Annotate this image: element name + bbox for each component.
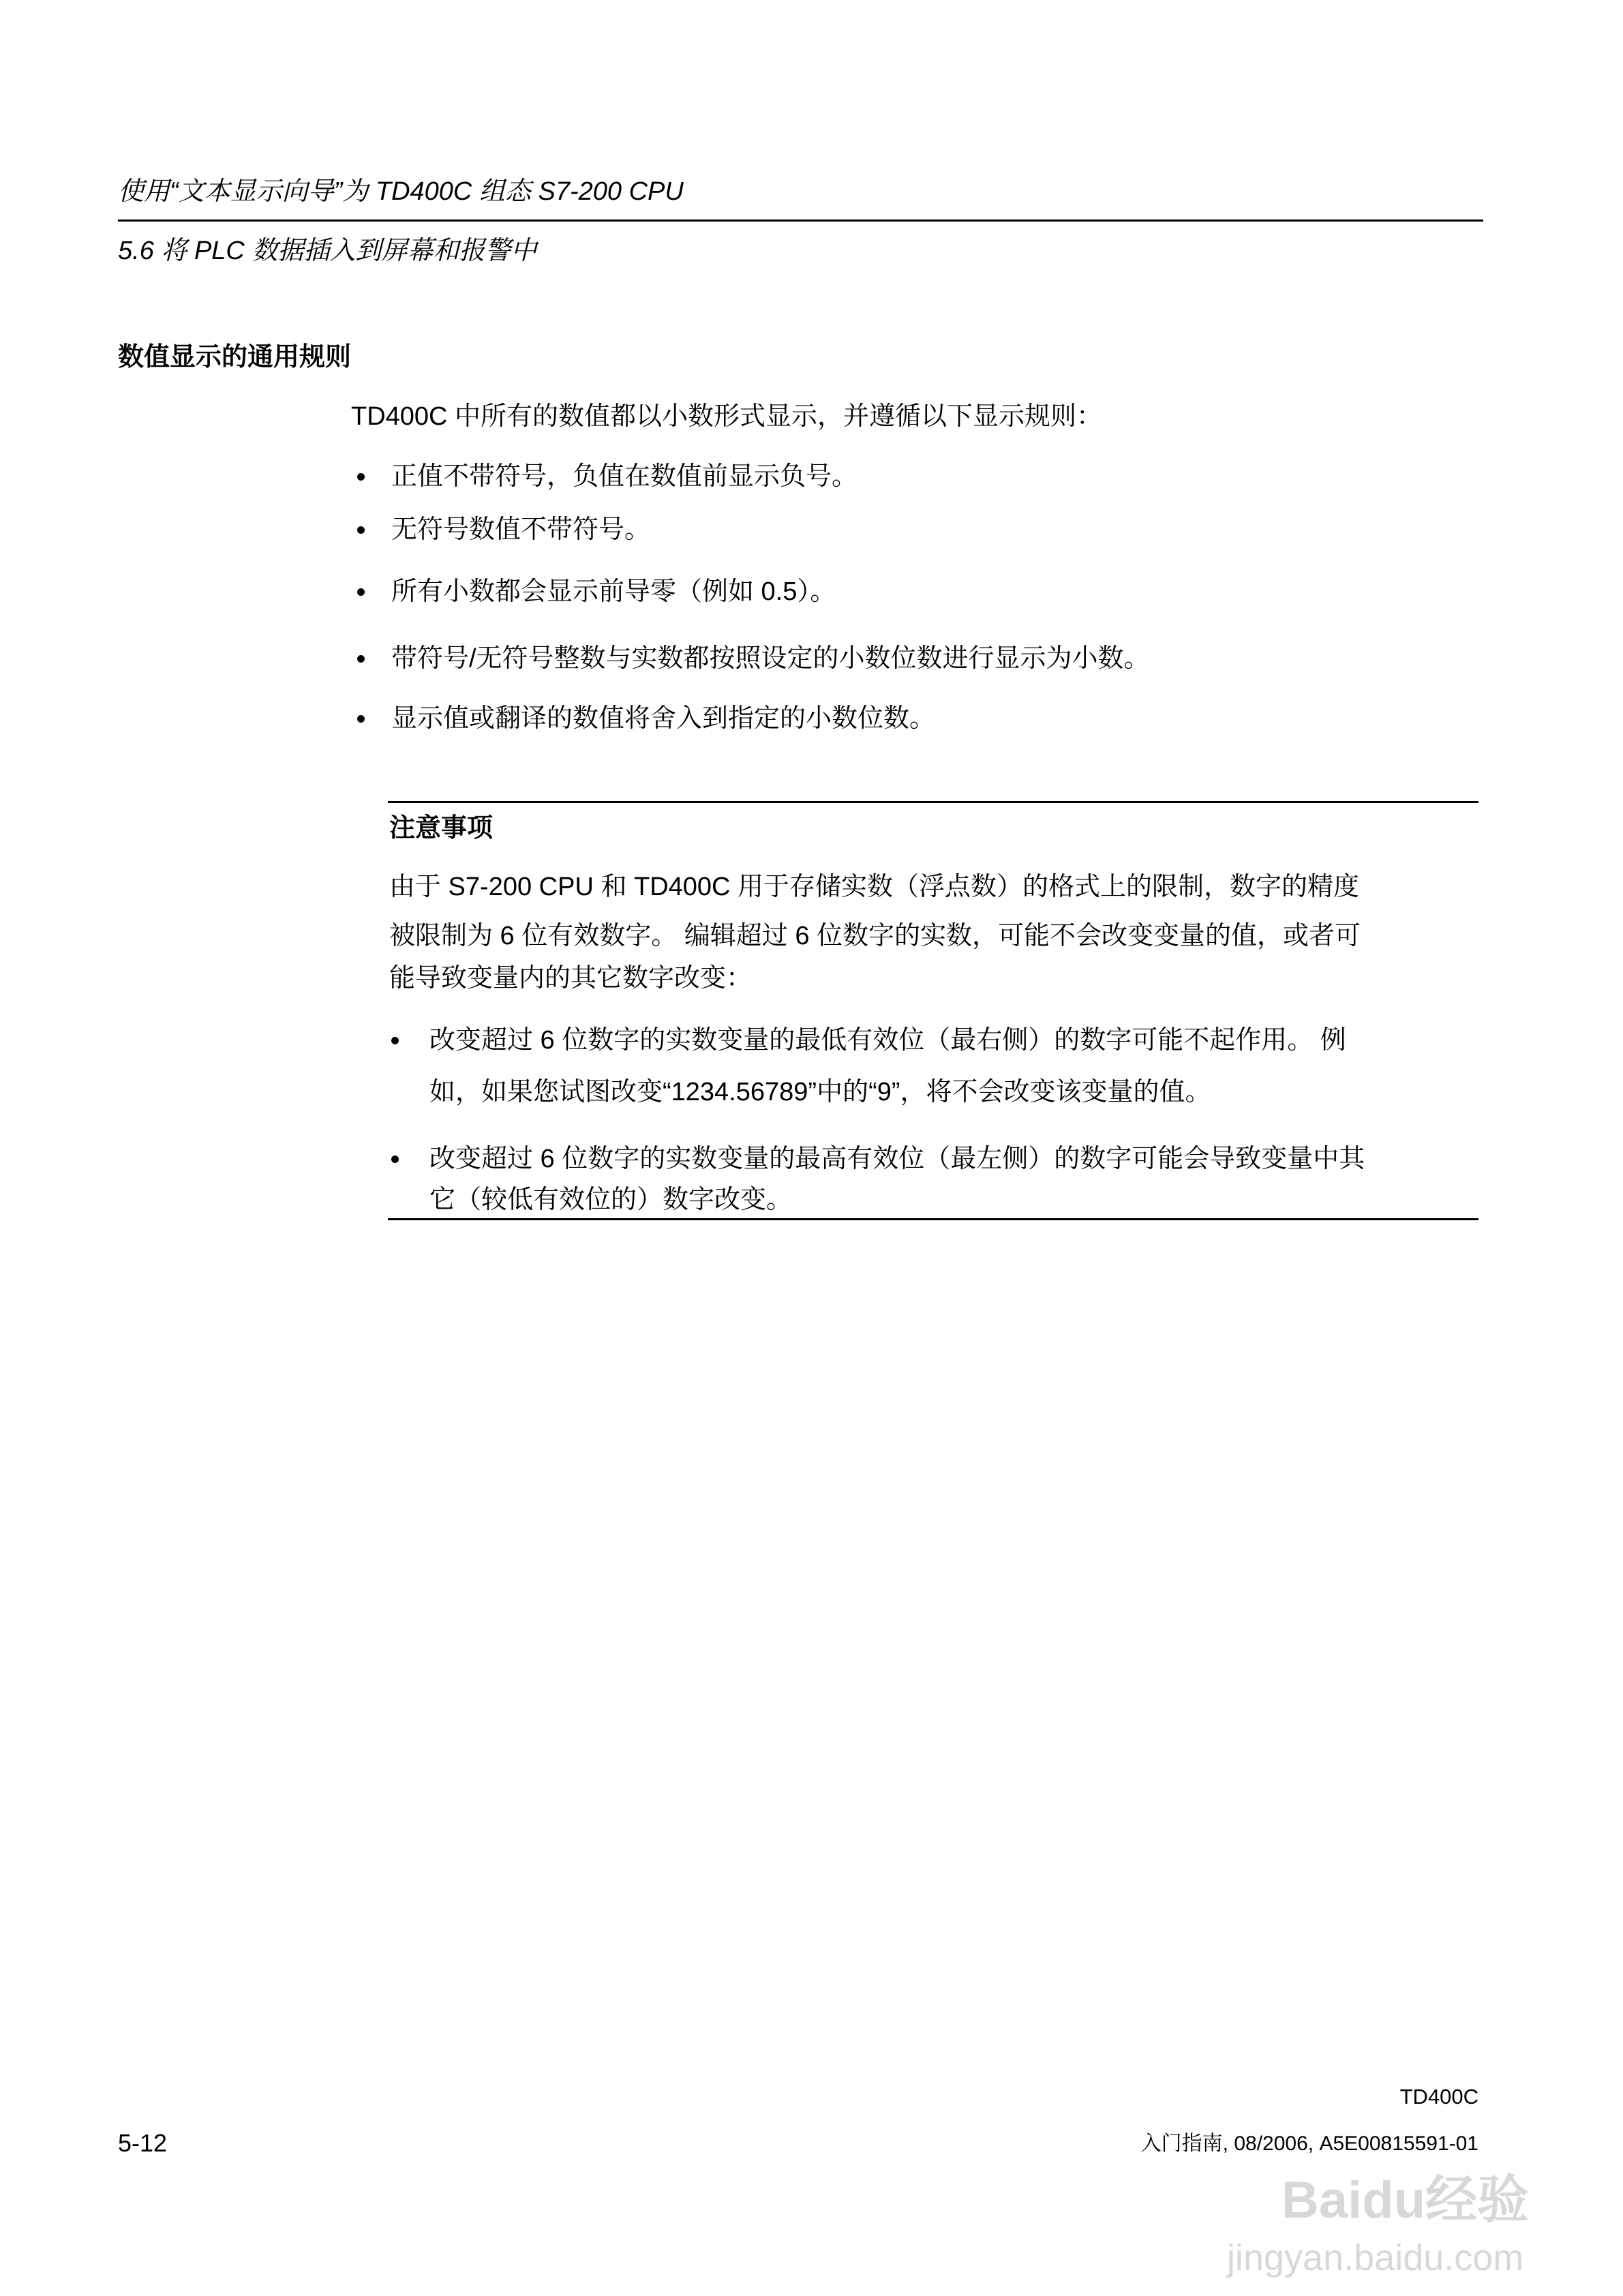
header-divider [118, 220, 1483, 222]
bullet-icon [357, 655, 365, 663]
list-item: 所有小数都会显示前导零（例如 0.5）。 [391, 577, 836, 606]
page-number: 5-12 [118, 2129, 168, 2157]
bullet-icon [391, 1037, 399, 1044]
list-item: 显示值或翻译的数值将舍入到指定的小数位数。 [391, 704, 936, 733]
bullet-icon [357, 715, 365, 723]
intro-text: TD400C 中所有的数值都以小数形式显示，并遵循以下显示规则： [351, 402, 1103, 431]
footer-doc-info: 入门指南, 08/2006, A5E00815591-01 [1140, 2132, 1478, 2155]
list-item: 无符号数值不带符号。 [391, 515, 651, 544]
section-title: 5.6 将 PLC 数据插入到屏幕和报警中 [118, 237, 537, 265]
baidu-watermark-url: jingyan.baidu.com [1227, 2237, 1524, 2278]
note-list-item-line: 改变超过 6 位数字的实数变量的最低有效位（最右侧）的数字可能不起作用。 例 [429, 1026, 1346, 1055]
list-item: 带符号/无符号整数与实数都按照设定的小数位数进行显示为小数。 [391, 644, 1150, 673]
bullet-icon [357, 588, 365, 596]
note-paragraph-line: 由于 S7-200 CPU 和 TD400C 用于存储实数（浮点数）的格式上的限制，数字的精度 [389, 873, 1360, 901]
section-heading: 数值显示的通用规则 [118, 343, 352, 372]
note-bottom-rule [388, 1218, 1478, 1220]
bullet-icon [391, 1155, 399, 1163]
note-list-item-line: 如，如果您试图改变“1234.56789”中的“9”，将不会改变该变量的值。 [429, 1078, 1211, 1106]
note-title: 注意事项 [389, 814, 494, 843]
footer-product: TD400C [1399, 2085, 1478, 2109]
note-paragraph-line: 被限制为 6 位有效数字。 编辑超过 6 位数字的实数，可能不会改变变量的值，或者可 [389, 922, 1361, 950]
chapter-title: 使用“文本显示向导”为 TD400C 组态 S7-200 CPU [118, 177, 684, 206]
note-paragraph-line: 能导致变量内的其它数字改变： [389, 964, 753, 993]
note-list-item-line: 它（较低有效位的）数字改变。 [429, 1185, 793, 1214]
note-list-item-line: 改变超过 6 位数字的实数变量的最高有效位（最左侧）的数字可能会导致变量中其 [429, 1145, 1365, 1173]
bullet-icon [357, 526, 365, 534]
baidu-watermark-logo: Baidu经验 [1281, 2171, 1530, 2229]
bullet-icon [357, 473, 365, 481]
note-top-rule [388, 801, 1478, 803]
list-item: 正值不带符号，负值在数值前显示负号。 [391, 462, 858, 491]
